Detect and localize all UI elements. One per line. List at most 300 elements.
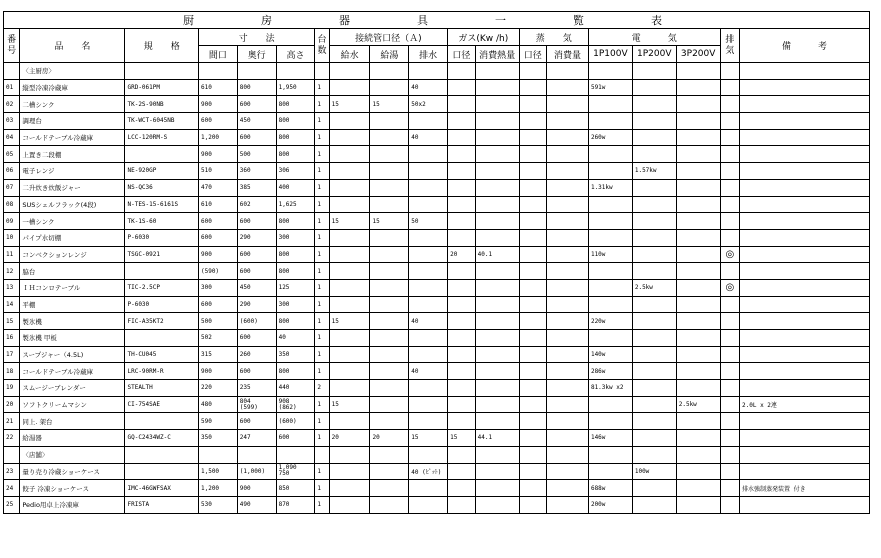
elec-3p200 <box>676 263 720 280</box>
dim-depth: 600 <box>237 213 276 230</box>
steam-port <box>519 113 547 130</box>
header-pipe-water: 給水 <box>329 46 370 63</box>
dim-depth: 600 <box>237 246 276 263</box>
pipe-drain <box>409 296 448 313</box>
elec-3p200 <box>676 380 720 397</box>
header-elec: 電 気 <box>588 29 720 46</box>
empty-cell <box>409 63 448 80</box>
item-notes <box>740 146 870 163</box>
exhaust-mark <box>720 480 739 497</box>
dim-height: 400 <box>276 179 315 196</box>
table-row <box>4 146 870 163</box>
header-no-top: 番 <box>7 34 17 45</box>
header-elec-3p200: 3P200V <box>676 46 720 63</box>
dim-depth: 235 <box>237 380 276 397</box>
dim-depth: 800 <box>237 79 276 96</box>
row-number: 04 <box>4 129 20 146</box>
elec-3p200 <box>676 79 720 96</box>
gas-port <box>448 313 476 330</box>
pipe-drain <box>409 113 448 130</box>
dim-height: 800 <box>276 246 315 263</box>
pipe-drain <box>409 496 448 513</box>
dim-height: 1,625 <box>276 196 315 213</box>
gas-heat <box>475 313 519 330</box>
elec-3p200 <box>676 113 720 130</box>
item-notes <box>740 79 870 96</box>
elec-1p200 <box>632 363 676 380</box>
gas-port <box>448 263 476 280</box>
header-steam-consume: 消費量 <box>547 46 589 63</box>
elec-3p200 <box>676 296 720 313</box>
row-number: 22 <box>4 430 20 447</box>
steam-use <box>547 229 589 246</box>
empty-cell <box>315 63 329 80</box>
dim-height: 350 <box>276 346 315 363</box>
row-number: 21 <box>4 413 20 430</box>
row-number: 23 <box>4 463 20 480</box>
empty-cell <box>676 446 720 463</box>
empty-cell <box>276 63 315 80</box>
empty-cell <box>475 63 519 80</box>
exhaust-mark <box>720 396 739 413</box>
item-qty: 1 <box>315 113 329 130</box>
exhaust-mark <box>720 163 739 180</box>
header-no-bottom: 号 <box>7 45 17 56</box>
item-spec: TK-1S-60 <box>125 213 199 230</box>
gas-heat <box>475 296 519 313</box>
gas-heat <box>475 113 519 130</box>
empty-cell <box>370 63 409 80</box>
header-qty-top: 台 <box>317 34 327 45</box>
elec-1p100: 260w <box>588 129 632 146</box>
dim-width: 220 <box>198 380 237 397</box>
item-name: 上置き二段棚 <box>20 146 125 163</box>
steam-use <box>547 430 589 447</box>
elec-3p200 <box>676 146 720 163</box>
elec-1p200 <box>632 129 676 146</box>
gas-heat <box>475 480 519 497</box>
section-row <box>4 63 870 80</box>
gas-port <box>448 380 476 397</box>
item-notes <box>740 263 870 280</box>
dim-depth: 450 <box>237 279 276 296</box>
item-notes: 2.0L x 2連 <box>740 396 870 413</box>
header-exhaust-top: 排 <box>725 34 735 45</box>
pipe-drain: 15 <box>409 430 448 447</box>
elec-3p200 <box>676 480 720 497</box>
elec-1p100: 81.3kw x2 <box>588 380 632 397</box>
gas-port <box>448 363 476 380</box>
item-notes <box>740 213 870 230</box>
item-qty: 1 <box>315 213 329 230</box>
row-number: 03 <box>4 113 20 130</box>
pipe-drain <box>409 229 448 246</box>
dim-height: 870 <box>276 496 315 513</box>
pipe-water: 15 <box>329 396 370 413</box>
dim-depth: 500 <box>237 146 276 163</box>
item-name: 餃子 冷凍ショーケース <box>20 480 125 497</box>
empty-cell <box>409 446 448 463</box>
header-qty <box>315 29 329 63</box>
row-number: 08 <box>4 196 20 213</box>
section-row <box>4 446 870 463</box>
gas-heat <box>475 363 519 380</box>
dim-depth: 360 <box>237 163 276 180</box>
item-notes <box>740 496 870 513</box>
pipe-hot: 15 <box>370 213 409 230</box>
gas-heat <box>475 146 519 163</box>
item-qty: 1 <box>315 346 329 363</box>
dim-height: 800 <box>276 213 315 230</box>
table-row <box>4 263 870 280</box>
elec-1p200 <box>632 246 676 263</box>
dim-depth: 260 <box>237 346 276 363</box>
pipe-hot <box>370 346 409 363</box>
pipe-hot <box>370 113 409 130</box>
pipe-hot <box>370 496 409 513</box>
elec-3p200 <box>676 430 720 447</box>
steam-port <box>519 146 547 163</box>
elec-3p200 <box>676 346 720 363</box>
steam-use <box>547 496 589 513</box>
header-dim-w: 間口 <box>198 46 237 63</box>
steam-port <box>519 229 547 246</box>
pipe-hot <box>370 246 409 263</box>
table-row <box>4 129 870 146</box>
row-number: 16 <box>4 330 20 347</box>
steam-port <box>519 430 547 447</box>
steam-use <box>547 396 589 413</box>
dim-height: 908 (862) <box>276 396 315 413</box>
dim-height: 800 <box>276 129 315 146</box>
elec-1p100 <box>588 463 632 480</box>
steam-use <box>547 113 589 130</box>
gas-heat <box>475 413 519 430</box>
row-number: 10 <box>4 229 20 246</box>
equipment-sheet <box>3 11 870 514</box>
pipe-drain <box>409 246 448 263</box>
table-row <box>4 380 870 397</box>
exhaust-mark <box>720 413 739 430</box>
table-row <box>4 463 870 480</box>
item-name: コールドテーブル冷蔵庫 <box>20 363 125 380</box>
gas-heat <box>475 380 519 397</box>
dim-width: 600 <box>198 113 237 130</box>
dim-width: 300 <box>198 279 237 296</box>
row-number: 01 <box>4 79 20 96</box>
row-number: 25 <box>4 496 20 513</box>
gas-port <box>448 413 476 430</box>
dim-width: 1,200 <box>198 480 237 497</box>
gas-port <box>448 146 476 163</box>
steam-port <box>519 496 547 513</box>
elec-1p100 <box>588 96 632 113</box>
steam-use <box>547 263 589 280</box>
dim-width: 470 <box>198 179 237 196</box>
item-name: 縦型冷凍冷蔵庫 <box>20 79 125 96</box>
pipe-hot <box>370 163 409 180</box>
gas-port <box>448 480 476 497</box>
pipe-water <box>329 363 370 380</box>
pipe-hot <box>370 146 409 163</box>
item-spec: FRISTA <box>125 496 199 513</box>
empty-cell <box>125 63 199 80</box>
pipe-water <box>329 463 370 480</box>
elec-1p100 <box>588 213 632 230</box>
steam-use <box>547 129 589 146</box>
exhaust-mark <box>720 213 739 230</box>
table-row <box>4 363 870 380</box>
pipe-water <box>329 229 370 246</box>
elec-1p100: 591w <box>588 79 632 96</box>
table-row <box>4 396 870 413</box>
pipe-drain <box>409 396 448 413</box>
dim-width: 350 <box>198 430 237 447</box>
item-notes <box>740 129 870 146</box>
exhaust-mark <box>720 463 739 480</box>
item-notes <box>740 380 870 397</box>
pipe-drain <box>409 380 448 397</box>
item-spec: NE-920GP <box>125 163 199 180</box>
item-spec: LRC-90RM-R <box>125 363 199 380</box>
item-name: 電子レンジ <box>20 163 125 180</box>
gas-heat <box>475 163 519 180</box>
steam-use <box>547 163 589 180</box>
table-row <box>4 313 870 330</box>
dim-width: 315 <box>198 346 237 363</box>
steam-port <box>519 396 547 413</box>
pipe-water: 15 <box>329 313 370 330</box>
dim-depth: 290 <box>237 296 276 313</box>
elec-1p200 <box>632 413 676 430</box>
gas-port <box>448 463 476 480</box>
steam-port <box>519 79 547 96</box>
pipe-hot <box>370 129 409 146</box>
table-row <box>4 346 870 363</box>
elec-1p100 <box>588 413 632 430</box>
item-spec <box>125 263 199 280</box>
item-name: 脇台 <box>20 263 125 280</box>
dim-width: 900 <box>198 146 237 163</box>
steam-use <box>547 413 589 430</box>
pipe-hot <box>370 480 409 497</box>
steam-use <box>547 313 589 330</box>
item-notes <box>740 430 870 447</box>
empty-cell <box>198 63 237 80</box>
item-spec: CI-754SAE <box>125 396 199 413</box>
empty-cell <box>720 446 739 463</box>
elec-1p200 <box>632 313 676 330</box>
dim-depth: 385 <box>237 179 276 196</box>
dim-depth: 600 <box>237 363 276 380</box>
item-qty: 1 <box>315 196 329 213</box>
item-name: パイプ水切棚 <box>20 229 125 246</box>
pipe-water <box>329 263 370 280</box>
elec-1p100 <box>588 146 632 163</box>
steam-port <box>519 330 547 347</box>
pipe-water <box>329 146 370 163</box>
item-name: SUSシェルフラック(4段) <box>20 196 125 213</box>
elec-3p200 <box>676 463 720 480</box>
exhaust-mark <box>720 229 739 246</box>
elec-1p200 <box>632 380 676 397</box>
steam-use <box>547 480 589 497</box>
elec-1p100: 1.31kw <box>588 179 632 196</box>
empty-cell <box>237 63 276 80</box>
row-number: 17 <box>4 346 20 363</box>
pipe-drain: 40 <box>409 313 448 330</box>
item-name: 平棚 <box>20 296 125 313</box>
gas-heat <box>475 213 519 230</box>
exhaust-mark <box>720 496 739 513</box>
steam-use <box>547 196 589 213</box>
item-notes <box>740 163 870 180</box>
empty-cell <box>125 446 199 463</box>
item-qty: 1 <box>315 496 329 513</box>
row-number: 02 <box>4 96 20 113</box>
dim-height: (600) <box>276 413 315 430</box>
pipe-hot <box>370 330 409 347</box>
elec-1p200 <box>632 113 676 130</box>
empty-cell <box>448 446 476 463</box>
header-exhaust-bottom: 気 <box>725 45 735 56</box>
steam-use <box>547 179 589 196</box>
gas-heat <box>475 179 519 196</box>
gas-heat <box>475 330 519 347</box>
steam-use <box>547 213 589 230</box>
dim-width: 590 <box>198 413 237 430</box>
dim-height: 1,090 750 <box>276 463 315 480</box>
pipe-hot <box>370 313 409 330</box>
elec-1p200 <box>632 179 676 196</box>
pipe-hot <box>370 263 409 280</box>
steam-port <box>519 463 547 480</box>
pipe-water <box>329 79 370 96</box>
dim-depth: (600) <box>237 313 276 330</box>
dim-depth: 804 (599) <box>237 396 276 413</box>
pipe-water <box>329 413 370 430</box>
dim-depth: 600 <box>237 263 276 280</box>
section-label: 〈主厨房〉 <box>20 63 125 80</box>
item-name: 一槽シンク <box>20 213 125 230</box>
pipe-water <box>329 480 370 497</box>
elec-1p200 <box>632 330 676 347</box>
empty-cell <box>720 63 739 80</box>
pipe-water <box>329 163 370 180</box>
steam-use <box>547 79 589 96</box>
exhaust-mark <box>720 179 739 196</box>
item-qty: 1 <box>315 430 329 447</box>
elec-1p100: 286w <box>588 363 632 380</box>
dim-depth: (1,000) <box>237 463 276 480</box>
item-notes <box>740 330 870 347</box>
dim-width: 502 <box>198 330 237 347</box>
pipe-drain <box>409 346 448 363</box>
item-notes <box>740 229 870 246</box>
header-qty-bottom: 数 <box>317 45 327 56</box>
table-row <box>4 96 870 113</box>
pipe-drain <box>409 163 448 180</box>
steam-port <box>519 96 547 113</box>
gas-heat: 40.1 <box>475 246 519 263</box>
elec-3p200 <box>676 129 720 146</box>
exhaust-mark <box>720 146 739 163</box>
dim-height: 306 <box>276 163 315 180</box>
gas-port <box>448 346 476 363</box>
row-number: 11 <box>4 246 20 263</box>
dim-depth: 450 <box>237 113 276 130</box>
gas-heat <box>475 463 519 480</box>
pipe-hot <box>370 179 409 196</box>
elec-3p200 <box>676 96 720 113</box>
gas-heat: 44.1 <box>475 430 519 447</box>
pipe-drain <box>409 179 448 196</box>
steam-port <box>519 380 547 397</box>
item-notes <box>740 413 870 430</box>
steam-use <box>547 330 589 347</box>
item-spec <box>125 330 199 347</box>
empty-cell <box>276 446 315 463</box>
elec-1p200 <box>632 229 676 246</box>
elec-1p100 <box>588 196 632 213</box>
exhaust-mark <box>720 330 739 347</box>
steam-port <box>519 279 547 296</box>
empty-cell <box>519 63 547 80</box>
steam-use <box>547 363 589 380</box>
gas-port: 20 <box>448 246 476 263</box>
dim-width: 900 <box>198 96 237 113</box>
gas-port <box>448 179 476 196</box>
item-spec <box>125 146 199 163</box>
gas-heat <box>475 196 519 213</box>
steam-use <box>547 279 589 296</box>
row-number: 18 <box>4 363 20 380</box>
exhaust-mark <box>720 380 739 397</box>
pipe-drain: 40 <box>409 129 448 146</box>
item-name: スムージーブレンダー <box>20 380 125 397</box>
steam-use <box>547 246 589 263</box>
dim-width: 1,200 <box>198 129 237 146</box>
empty-cell <box>475 446 519 463</box>
empty-cell <box>519 446 547 463</box>
pipe-drain <box>409 146 448 163</box>
empty-cell <box>329 63 370 80</box>
item-notes: 排水強制蒸発装置 付き <box>740 480 870 497</box>
item-name: Pedio用卓上冷凍庫 <box>20 496 125 513</box>
pipe-hot <box>370 79 409 96</box>
item-qty: 1 <box>315 363 329 380</box>
item-qty: 1 <box>315 413 329 430</box>
empty-cell <box>632 446 676 463</box>
elec-3p200 <box>676 179 720 196</box>
steam-use <box>547 96 589 113</box>
pipe-drain: 40 (ﾋﾟｯﾄ) <box>409 463 448 480</box>
exhaust-mark <box>720 363 739 380</box>
item-notes <box>740 279 870 296</box>
pipe-hot <box>370 396 409 413</box>
item-name: 給湯器 <box>20 430 125 447</box>
row-number: 13 <box>4 279 20 296</box>
table-row <box>4 213 870 230</box>
elec-1p100 <box>588 229 632 246</box>
steam-port <box>519 163 547 180</box>
table-row <box>4 79 870 96</box>
item-spec: N-TES-15-6161S <box>125 196 199 213</box>
pipe-water <box>329 296 370 313</box>
dim-width: 900 <box>198 363 237 380</box>
gas-port <box>448 196 476 213</box>
item-spec: TK-WCT-6045NB <box>125 113 199 130</box>
